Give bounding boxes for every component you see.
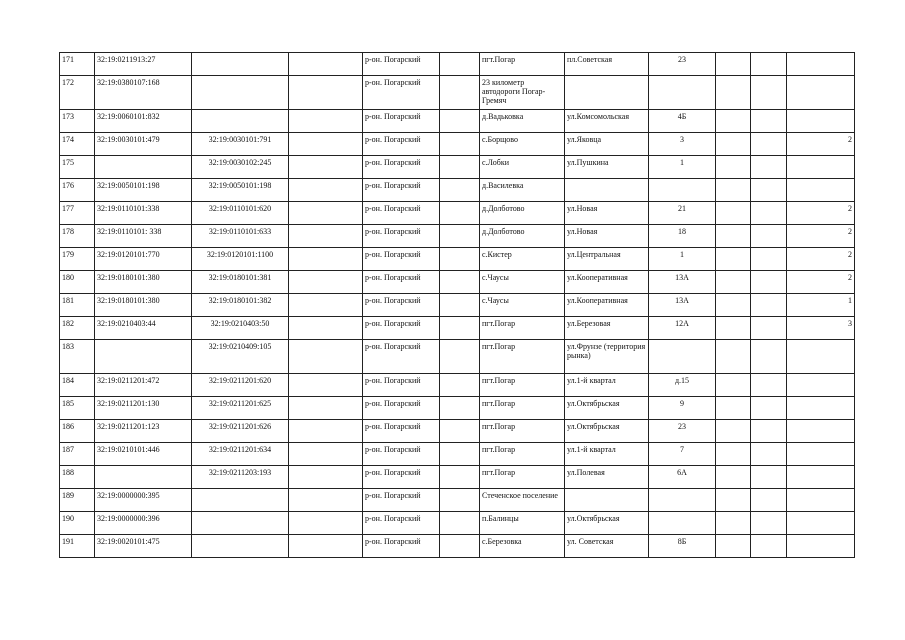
empty-cell bbox=[440, 489, 480, 512]
empty-cell bbox=[440, 179, 480, 202]
row-number-cell: 184 bbox=[60, 374, 95, 397]
empty-cell bbox=[289, 248, 363, 271]
empty-cell bbox=[716, 535, 751, 558]
table-row bbox=[60, 420, 855, 443]
empty-cell bbox=[751, 397, 787, 420]
empty-cell bbox=[440, 76, 480, 110]
locality-cell: пгт.Погар bbox=[480, 374, 565, 397]
locality-cell: пгт.Погар bbox=[480, 466, 565, 489]
row-number-cell: 187 bbox=[60, 443, 95, 466]
district-cell: р-он. Погарский bbox=[363, 156, 440, 179]
empty-cell bbox=[751, 202, 787, 225]
district-cell: р-он. Погарский bbox=[363, 340, 440, 374]
cadastral-number-2-cell bbox=[192, 489, 289, 512]
district-cell: р-он. Погарский bbox=[363, 225, 440, 248]
table-row bbox=[60, 156, 855, 179]
locality-cell: с.Лобки bbox=[480, 156, 565, 179]
table-row bbox=[60, 317, 855, 340]
cadastral-number-cell: 32:19:0000000:395 bbox=[95, 489, 192, 512]
empty-cell bbox=[440, 397, 480, 420]
locality-cell: п.Балинцы bbox=[480, 512, 565, 535]
table-row bbox=[60, 271, 855, 294]
district-cell: р-он. Погарский bbox=[363, 294, 440, 317]
empty-cell bbox=[716, 53, 751, 76]
street-cell: ул.Яковца bbox=[565, 133, 649, 156]
count-cell bbox=[787, 179, 855, 202]
count-cell bbox=[787, 53, 855, 76]
empty-cell bbox=[716, 374, 751, 397]
property-register-table bbox=[59, 52, 855, 558]
empty-cell bbox=[751, 225, 787, 248]
empty-cell bbox=[751, 443, 787, 466]
cadastral-number-cell: 32:19:0211201:123 bbox=[95, 420, 192, 443]
cadastral-number-cell: 32:19:0380107:168 bbox=[95, 76, 192, 110]
count-cell bbox=[787, 443, 855, 466]
table-row bbox=[60, 110, 855, 133]
cadastral-number-2-cell: 32:19:0210403:50 bbox=[192, 317, 289, 340]
table-row bbox=[60, 489, 855, 512]
cadastral-number-2-cell bbox=[192, 53, 289, 76]
row-number-cell: 174 bbox=[60, 133, 95, 156]
cadastral-number-cell: 32:19:0211201:130 bbox=[95, 397, 192, 420]
house-number-cell: 13А bbox=[649, 271, 716, 294]
locality-cell: д.Василевка bbox=[480, 179, 565, 202]
empty-cell bbox=[751, 133, 787, 156]
district-cell: р-он. Погарский bbox=[363, 133, 440, 156]
cadastral-number-cell bbox=[95, 156, 192, 179]
empty-cell bbox=[716, 397, 751, 420]
district-cell: р-он. Погарский bbox=[363, 248, 440, 271]
street-cell: ул.Кооперативная bbox=[565, 271, 649, 294]
empty-cell bbox=[289, 317, 363, 340]
house-number-cell: д.15 bbox=[649, 374, 716, 397]
cadastral-number-2-cell: 32:19:0110101:633 bbox=[192, 225, 289, 248]
empty-cell bbox=[440, 374, 480, 397]
cadastral-number-cell: 32:19:0211913:27 bbox=[95, 53, 192, 76]
empty-cell bbox=[716, 156, 751, 179]
table-row bbox=[60, 202, 855, 225]
house-number-cell: 12А bbox=[649, 317, 716, 340]
empty-cell bbox=[289, 489, 363, 512]
table-row bbox=[60, 374, 855, 397]
cadastral-number-2-cell bbox=[192, 76, 289, 110]
empty-cell bbox=[289, 512, 363, 535]
house-number-cell: 8Б bbox=[649, 535, 716, 558]
empty-cell bbox=[440, 535, 480, 558]
count-cell bbox=[787, 110, 855, 133]
empty-cell bbox=[440, 271, 480, 294]
district-cell: р-он. Погарский bbox=[363, 443, 440, 466]
empty-cell bbox=[716, 271, 751, 294]
count-cell: 3 bbox=[787, 317, 855, 340]
house-number-cell bbox=[649, 340, 716, 374]
empty-cell bbox=[751, 420, 787, 443]
locality-cell: с.Чаусы bbox=[480, 271, 565, 294]
empty-cell bbox=[751, 53, 787, 76]
empty-cell bbox=[716, 202, 751, 225]
empty-cell bbox=[440, 248, 480, 271]
empty-cell bbox=[440, 466, 480, 489]
locality-cell: 23 километр автодороги Погар-Гремяч bbox=[480, 76, 565, 110]
empty-cell bbox=[440, 420, 480, 443]
house-number-cell: 4Б bbox=[649, 110, 716, 133]
empty-cell bbox=[751, 317, 787, 340]
locality-cell: д.Вадьковка bbox=[480, 110, 565, 133]
locality-cell: д.Долботово bbox=[480, 202, 565, 225]
street-cell: ул.Фрунзе (территория рынка) bbox=[565, 340, 649, 374]
empty-cell bbox=[751, 271, 787, 294]
table-row bbox=[60, 248, 855, 271]
empty-cell bbox=[751, 110, 787, 133]
cadastral-number-2-cell: 32:19:0210409:105 bbox=[192, 340, 289, 374]
empty-cell bbox=[289, 535, 363, 558]
locality-cell: Стеченское поселение bbox=[480, 489, 565, 512]
district-cell: р-он. Погарский bbox=[363, 202, 440, 225]
house-number-cell bbox=[649, 489, 716, 512]
row-number-cell: 176 bbox=[60, 179, 95, 202]
table-row bbox=[60, 53, 855, 76]
street-cell: ул.Полевая bbox=[565, 466, 649, 489]
empty-cell bbox=[716, 489, 751, 512]
empty-cell bbox=[716, 133, 751, 156]
empty-cell bbox=[716, 443, 751, 466]
cadastral-number-2-cell: 32:19:0211201:634 bbox=[192, 443, 289, 466]
locality-cell: пгт.Погар bbox=[480, 420, 565, 443]
cadastral-number-2-cell: 32:19:0180101:381 bbox=[192, 271, 289, 294]
district-cell: р-он. Погарский bbox=[363, 53, 440, 76]
cadastral-number-2-cell bbox=[192, 535, 289, 558]
cadastral-number-2-cell: 32:19:0120101:1100 bbox=[192, 248, 289, 271]
count-cell bbox=[787, 489, 855, 512]
table-row bbox=[60, 397, 855, 420]
row-number-cell: 179 bbox=[60, 248, 95, 271]
table-row bbox=[60, 443, 855, 466]
empty-cell bbox=[716, 512, 751, 535]
street-cell: ул.Березовая bbox=[565, 317, 649, 340]
locality-cell: д.Долботово bbox=[480, 225, 565, 248]
locality-cell: с.Чаусы bbox=[480, 294, 565, 317]
locality-cell: пгт.Погар bbox=[480, 443, 565, 466]
cadastral-number-2-cell: 32:19:0030102:245 bbox=[192, 156, 289, 179]
house-number-cell: 23 bbox=[649, 420, 716, 443]
empty-cell bbox=[716, 466, 751, 489]
house-number-cell: 1 bbox=[649, 248, 716, 271]
row-number-cell: 180 bbox=[60, 271, 95, 294]
empty-cell bbox=[716, 294, 751, 317]
cadastral-number-2-cell: 32:19:0211203:193 bbox=[192, 466, 289, 489]
house-number-cell: 7 bbox=[649, 443, 716, 466]
house-number-cell: 18 bbox=[649, 225, 716, 248]
empty-cell bbox=[440, 110, 480, 133]
empty-cell bbox=[751, 466, 787, 489]
empty-cell bbox=[716, 225, 751, 248]
empty-cell bbox=[751, 512, 787, 535]
house-number-cell: 21 bbox=[649, 202, 716, 225]
row-number-cell: 177 bbox=[60, 202, 95, 225]
empty-cell bbox=[289, 179, 363, 202]
street-cell: ул.Комсомольская bbox=[565, 110, 649, 133]
empty-cell bbox=[716, 179, 751, 202]
empty-cell bbox=[440, 133, 480, 156]
locality-cell: пгт.Погар bbox=[480, 397, 565, 420]
count-cell: 2 bbox=[787, 225, 855, 248]
street-cell: ул.1-й квартал bbox=[565, 374, 649, 397]
cadastral-number-cell: 32:19:0020101:475 bbox=[95, 535, 192, 558]
empty-cell bbox=[289, 225, 363, 248]
street-cell: ул.Октябрьская bbox=[565, 420, 649, 443]
locality-cell: пгт.Погар bbox=[480, 53, 565, 76]
row-number-cell: 183 bbox=[60, 340, 95, 374]
empty-cell bbox=[289, 340, 363, 374]
count-cell bbox=[787, 420, 855, 443]
empty-cell bbox=[751, 489, 787, 512]
table-row bbox=[60, 225, 855, 248]
count-cell: 1 bbox=[787, 294, 855, 317]
empty-cell bbox=[751, 156, 787, 179]
empty-cell bbox=[289, 53, 363, 76]
cadastral-number-2-cell: 32:19:0211201:626 bbox=[192, 420, 289, 443]
count-cell bbox=[787, 512, 855, 535]
empty-cell bbox=[716, 420, 751, 443]
cadastral-number-2-cell bbox=[192, 110, 289, 133]
street-cell: ул.Новая bbox=[565, 225, 649, 248]
cadastral-number-2-cell: 32:19:0180101:382 bbox=[192, 294, 289, 317]
cadastral-number-cell: 32:19:0120101:770 bbox=[95, 248, 192, 271]
street-cell: ул.Новая bbox=[565, 202, 649, 225]
empty-cell bbox=[289, 466, 363, 489]
empty-cell bbox=[289, 76, 363, 110]
district-cell: р-он. Погарский bbox=[363, 466, 440, 489]
empty-cell bbox=[751, 179, 787, 202]
empty-cell bbox=[289, 294, 363, 317]
empty-cell bbox=[716, 248, 751, 271]
cadastral-number-2-cell: 32:19:0110101:620 bbox=[192, 202, 289, 225]
empty-cell bbox=[440, 294, 480, 317]
cadastral-number-2-cell: 32:19:0211201:625 bbox=[192, 397, 289, 420]
count-cell: 2 bbox=[787, 202, 855, 225]
table-row bbox=[60, 466, 855, 489]
table-row bbox=[60, 340, 855, 374]
table-row bbox=[60, 179, 855, 202]
table-row bbox=[60, 535, 855, 558]
empty-cell bbox=[751, 340, 787, 374]
house-number-cell: 6А bbox=[649, 466, 716, 489]
district-cell: р-он. Погарский bbox=[363, 179, 440, 202]
street-cell: ул. Советская bbox=[565, 535, 649, 558]
house-number-cell: 23 bbox=[649, 53, 716, 76]
empty-cell bbox=[289, 420, 363, 443]
table-body bbox=[60, 53, 855, 558]
district-cell: р-он. Погарский bbox=[363, 420, 440, 443]
table-row bbox=[60, 512, 855, 535]
empty-cell bbox=[440, 512, 480, 535]
row-number-cell: 173 bbox=[60, 110, 95, 133]
cadastral-number-cell: 32:19:0110101: 338 bbox=[95, 225, 192, 248]
street-cell bbox=[565, 489, 649, 512]
empty-cell bbox=[440, 225, 480, 248]
district-cell: р-он. Погарский bbox=[363, 535, 440, 558]
empty-cell bbox=[716, 110, 751, 133]
cadastral-number-cell: 32:19:0210101:446 bbox=[95, 443, 192, 466]
row-number-cell: 191 bbox=[60, 535, 95, 558]
empty-cell bbox=[289, 271, 363, 294]
row-number-cell: 186 bbox=[60, 420, 95, 443]
district-cell: р-он. Погарский bbox=[363, 76, 440, 110]
cadastral-number-cell: 32:19:0000000:396 bbox=[95, 512, 192, 535]
street-cell: ул.Октябрьская bbox=[565, 397, 649, 420]
cadastral-number-cell: 32:19:0050101:198 bbox=[95, 179, 192, 202]
count-cell: 2 bbox=[787, 248, 855, 271]
empty-cell bbox=[440, 317, 480, 340]
empty-cell bbox=[440, 156, 480, 179]
cadastral-number-cell: 32:19:0030101:479 bbox=[95, 133, 192, 156]
row-number-cell: 178 bbox=[60, 225, 95, 248]
street-cell: ул.1-й квартал bbox=[565, 443, 649, 466]
empty-cell bbox=[716, 317, 751, 340]
empty-cell bbox=[289, 397, 363, 420]
locality-cell: с.Кистер bbox=[480, 248, 565, 271]
empty-cell bbox=[440, 443, 480, 466]
house-number-cell bbox=[649, 179, 716, 202]
cadastral-number-cell: 32:19:0060101:832 bbox=[95, 110, 192, 133]
empty-cell bbox=[751, 76, 787, 110]
count-cell bbox=[787, 76, 855, 110]
house-number-cell bbox=[649, 512, 716, 535]
empty-cell bbox=[440, 340, 480, 374]
empty-cell bbox=[716, 340, 751, 374]
empty-cell bbox=[751, 535, 787, 558]
row-number-cell: 190 bbox=[60, 512, 95, 535]
empty-cell bbox=[751, 374, 787, 397]
empty-cell bbox=[289, 133, 363, 156]
empty-cell bbox=[751, 294, 787, 317]
locality-cell: с.Березовка bbox=[480, 535, 565, 558]
row-number-cell: 175 bbox=[60, 156, 95, 179]
row-number-cell: 171 bbox=[60, 53, 95, 76]
cadastral-number-2-cell: 32:19:0050101:198 bbox=[192, 179, 289, 202]
count-cell bbox=[787, 397, 855, 420]
row-number-cell: 182 bbox=[60, 317, 95, 340]
cadastral-number-2-cell: 32:19:0030101:791 bbox=[192, 133, 289, 156]
row-number-cell: 188 bbox=[60, 466, 95, 489]
locality-cell: пгт.Погар bbox=[480, 317, 565, 340]
house-number-cell bbox=[649, 76, 716, 110]
empty-cell bbox=[289, 374, 363, 397]
empty-cell bbox=[440, 53, 480, 76]
count-cell bbox=[787, 156, 855, 179]
cadastral-number-cell: 32:19:0210403:44 bbox=[95, 317, 192, 340]
count-cell bbox=[787, 466, 855, 489]
district-cell: р-он. Погарский bbox=[363, 374, 440, 397]
empty-cell bbox=[289, 202, 363, 225]
district-cell: р-он. Погарский bbox=[363, 110, 440, 133]
row-number-cell: 185 bbox=[60, 397, 95, 420]
street-cell bbox=[565, 179, 649, 202]
street-cell: пл.Советская bbox=[565, 53, 649, 76]
cadastral-number-2-cell bbox=[192, 512, 289, 535]
row-number-cell: 172 bbox=[60, 76, 95, 110]
empty-cell bbox=[289, 156, 363, 179]
street-cell bbox=[565, 76, 649, 110]
count-cell bbox=[787, 340, 855, 374]
street-cell: ул.Пушкина bbox=[565, 156, 649, 179]
row-number-cell: 181 bbox=[60, 294, 95, 317]
locality-cell: с.Борщово bbox=[480, 133, 565, 156]
street-cell: ул.Кооперативная bbox=[565, 294, 649, 317]
cadastral-number-cell bbox=[95, 340, 192, 374]
table-row bbox=[60, 133, 855, 156]
street-cell: ул.Октябрьская bbox=[565, 512, 649, 535]
cadastral-number-cell: 32:19:0180101:380 bbox=[95, 271, 192, 294]
cadastral-number-2-cell: 32:19:0211201:620 bbox=[192, 374, 289, 397]
cadastral-number-cell: 32:19:0211201:472 bbox=[95, 374, 192, 397]
district-cell: р-он. Погарский bbox=[363, 397, 440, 420]
count-cell bbox=[787, 535, 855, 558]
district-cell: р-он. Погарский bbox=[363, 489, 440, 512]
empty-cell bbox=[289, 110, 363, 133]
district-cell: р-он. Погарский bbox=[363, 512, 440, 535]
count-cell: 2 bbox=[787, 133, 855, 156]
locality-cell: пгт.Погар bbox=[480, 340, 565, 374]
cadastral-number-cell bbox=[95, 466, 192, 489]
house-number-cell: 9 bbox=[649, 397, 716, 420]
empty-cell bbox=[440, 202, 480, 225]
district-cell: р-он. Погарский bbox=[363, 317, 440, 340]
count-cell: 2 bbox=[787, 271, 855, 294]
empty-cell bbox=[751, 248, 787, 271]
house-number-cell: 13А bbox=[649, 294, 716, 317]
house-number-cell: 1 bbox=[649, 156, 716, 179]
street-cell: ул.Центральная bbox=[565, 248, 649, 271]
house-number-cell: 3 bbox=[649, 133, 716, 156]
cadastral-number-cell: 32:19:0180101:380 bbox=[95, 294, 192, 317]
count-cell bbox=[787, 374, 855, 397]
empty-cell bbox=[716, 76, 751, 110]
row-number-cell: 189 bbox=[60, 489, 95, 512]
cadastral-number-cell: 32:19:0110101:338 bbox=[95, 202, 192, 225]
table-row bbox=[60, 294, 855, 317]
district-cell: р-он. Погарский bbox=[363, 271, 440, 294]
table-row bbox=[60, 76, 855, 110]
empty-cell bbox=[289, 443, 363, 466]
